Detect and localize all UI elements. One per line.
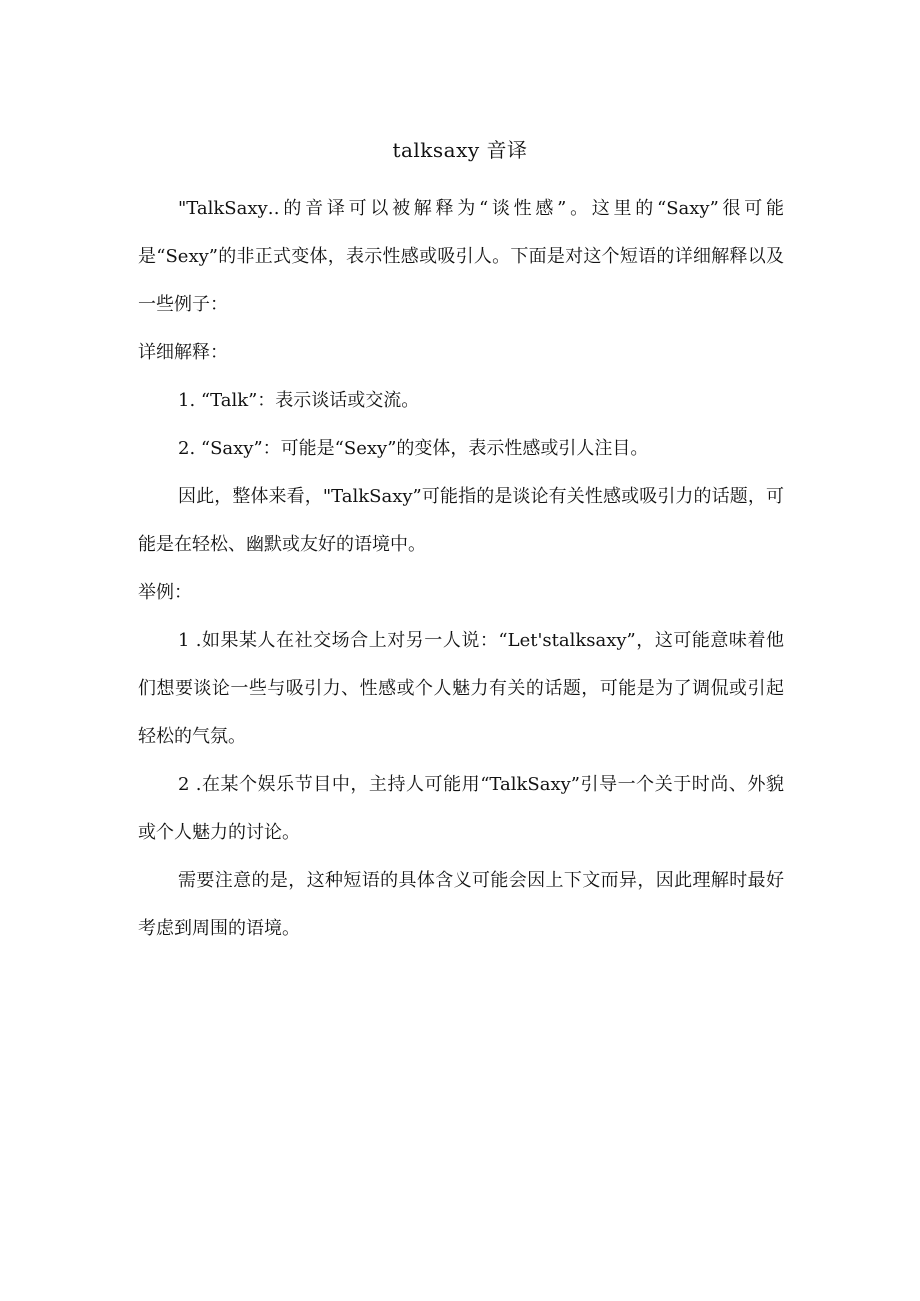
- example-item-social: 1 .如果某人在社交场合上对另一人说：“Let'stalksaxy”，这可能意味着他们想要谈论一些与吸引力、性感或个人魅力有关的话题，可能是为了调侃或引起轻松的气氛。: [138, 630, 784, 747]
- detail-heading: 详细解释：: [138, 342, 228, 363]
- note-paragraph: 需要注意的是，这种短语的具体含义可能会因上下文而异，因此理解时最好考虑到周围的语境。: [138, 870, 784, 939]
- document-body: [138, 185, 784, 953]
- document-title: talksaxy 音译: [392, 138, 528, 162]
- conclusion-paragraph: 因此，整体来看，"TalkSaxy”可能指的是谈论有关性感或吸引力的话题，可能是在轻松、幽默或友好的语境中。: [138, 486, 784, 555]
- intro-paragraph: "TalkSaxy‥的音译可以被解释为“谈性感”。这里的“Saxy”很可能是“Sexy”的非正式变体，表示性感或吸引人。下面是对这个短语的详细解释以及一些例子：: [138, 198, 784, 315]
- detail-item-saxy: 2. “Saxy”：可能是“Sexy”的变体，表示性感或引人注目。: [178, 438, 649, 459]
- detail-item-talk: 1. “Talk”：表示谈话或交流。: [178, 390, 420, 411]
- example-item-show: 2 .在某个娱乐节目中，主持人可能用“TalkSaxy”引导一个关于时尚、外貌或个人魅力的讨论。: [138, 774, 784, 843]
- example-heading: 举例：: [138, 582, 192, 603]
